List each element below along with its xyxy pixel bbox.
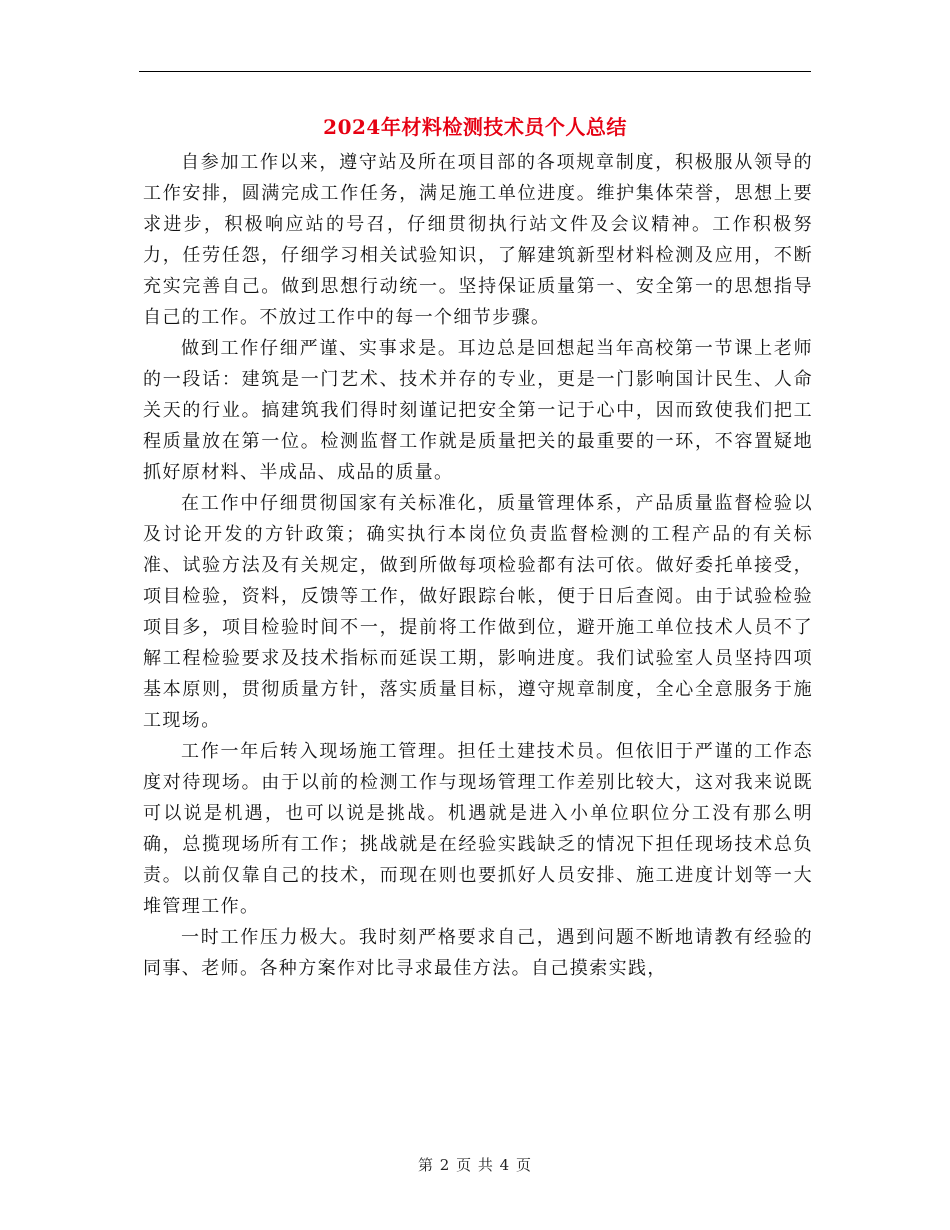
page-number-footer: 第 2 页 共 4 页: [418, 1156, 532, 1174]
document-body: [143, 147, 813, 984]
paragraph-5: 一时工作压力极大。我时刻严格要求自己，遇到问题不断地请教有经验的同事、老师。各种方案作对比寻求最佳方法。自己摸索实践，: [143, 927, 813, 979]
paragraph-1: 自参加工作以来，遵守站及所在项目部的各项规章制度，积极服从领导的工作安排，圆满完成工作任务，满足施工单位进度。维护集体荣誉，思想上要求进步，积极响应站的号召，仔细贯彻执行站文件及会议精神。工作积极努力，任劳任怨，仔细学习相关试验知识，了解建筑新型材料检测及应用，不断充实完善自己。做到思想行动统一。坚持保证质量第一、安全第一的思想指导自己的工作。不放过工作中的每一个细节步骤。: [143, 152, 813, 328]
header-rule: [139, 71, 811, 72]
paragraph-3: 在工作中仔细贯彻国家有关标准化，质量管理体系，产品质量监督检验以及讨论开发的方针政策；确实执行本岗位负责监督检测的工程产品的有关标准、试验方法及有关规定，做到所做每项检验都有法可依。做好委托单接受，项目检验，资料，反馈等工作，做好跟踪台帐，便于日后查阅。由于试验检验项目多，项目检验时间不一，提前将工作做到位，避开施工单位技术人员不了解工程检验要求及技术指标而延误工期，影响进度。我们试验室人员坚持四项基本原则，贯彻质量方针，落实质量目标，遵守规章制度，全心全意服务于施工现场。: [143, 493, 813, 731]
document-title: 2024年材料检测技术员个人总结: [323, 115, 627, 139]
paragraph-2: 做到工作仔细严谨、实事求是。耳边总是回想起当年高校第一节课上老师的一段话：建筑是一门艺术、技术并存的专业，更是一门影响国计民生、人命关天的行业。搞建筑我们得时刻谨记把安全第一记于心中，因而致使我们把工程质量放在第一位。检测监督工作就是质量把关的最重要的一环，不容置疑地抓好原材料、半成品、成品的质量。: [143, 338, 813, 483]
paragraph-4: 工作一年后转入现场施工管理。担任土建技术员。但依旧于严谨的工作态度对待现场。由于以前的检测工作与现场管理工作差别比较大，这对我来说既可以说是机遇，也可以说是挑战。机遇就是进入小单位职位分工没有那么明确，总揽现场所有工作；挑战就是在经验实践缺乏的情况下担任现场技术总负责。以前仅靠自己的技术，而现在则也要抓好人员安排、施工进度计划等一大堆管理工作。: [143, 741, 813, 917]
